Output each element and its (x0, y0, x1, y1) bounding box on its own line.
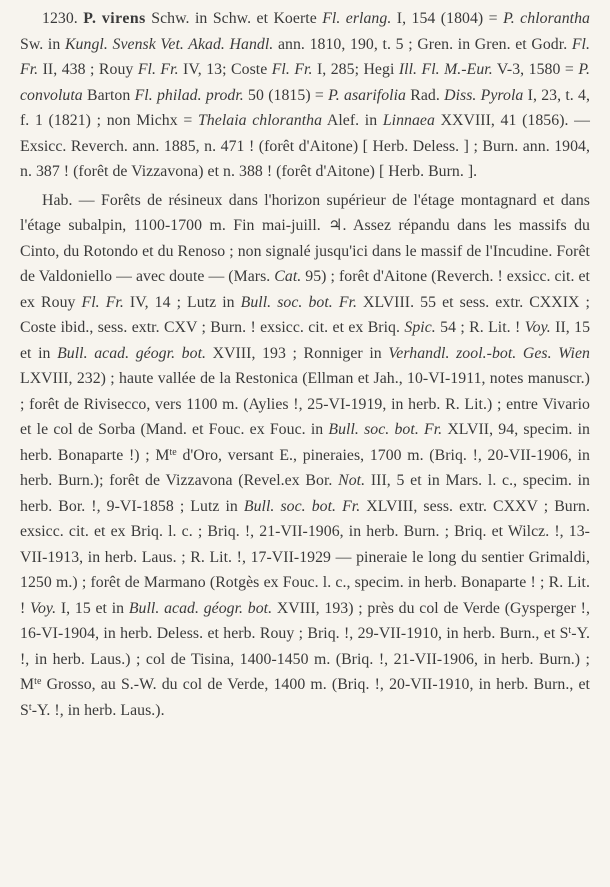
work-title: Not. (338, 472, 366, 489)
citation-text: I, 154 (1804) = (391, 10, 504, 27)
citation-text: Alef. in (322, 112, 383, 129)
work-title: Diss. Pyrola (444, 86, 524, 104)
citation-text: Barton (82, 86, 135, 104)
citation-text: ann. 1810, 190, t. 5 ; Gren. in Gren. et Godr. (273, 35, 572, 53)
work-title: Bull. soc. bot. Fr. (240, 293, 357, 311)
superscript: t (568, 625, 572, 636)
work-title: Fl. Fr. (137, 61, 179, 78)
entry-number: 1230. (42, 10, 78, 27)
synonym-name: P. convoluta (20, 61, 590, 104)
work-title: Voy. (524, 319, 551, 336)
habitat-text: XLVIII, sess. extr. CXXV ; Burn. exsicc. cit. et ex Briq. l. c. ; Briq. !, 21-VII-1906, in herb. Burn. ; Briq. et Wilcz. !, 13-VII-1913, in herb. Laus. ; R. Lit. !, 17-VII-1929 — pineraie le long du sentier Grimaldi, 1250 m.) ; forêt de Marmano (Rotgès ex Fouc. l. c., specim. in herb. Bonaparte ! ; R. Lit. ! (20, 497, 590, 617)
habitat-text: LXVIII, 232) ; haute vallée de la Restonica (Ellman et Jah., 10-VI-1911, notes manuscr.) ; forêt de Rivisecco, vers 1100 m. (Aylies !, 25-VI-1919, in herb. R. Lit.) ; entre Vivario et le col de Sorba (Mand. et Fouc. ex Fouc. in (20, 370, 590, 438)
citation-text: I, 285; Hegi (312, 61, 399, 78)
citation-text: XXVIII, 41 (1856). — Exsicc. Reverch. ann. 1885, n. 471 ! (forêt d'Aitone) [ Herb. Deless. ] ; Burn. ann. 1904, n. 387 ! (forêt de Vizzavona) et n. 388 ! (forêt d'Aitone) [ Herb. Burn. ]. (20, 112, 591, 180)
habitat-text: -Y. !, in herb. Laus.) ; col de Tisina, 1400-1450 m. (Briq. !, 21-VII-1906, in herb. Burn.) ; M (20, 625, 590, 693)
work-title: Kungl. Svensk Vet. Akad. Handl. (64, 35, 274, 53)
citation-text: Sw. in (20, 35, 65, 53)
citation-text: V-3, 1580 = (492, 61, 579, 78)
work-title: Voy. (30, 599, 57, 617)
habitat-text: III, 5 et in Mars. l. c., specim. in herb. Bor. !, 9-VI-1858 ; Lutz in (20, 472, 591, 515)
habitat-text: Hab. — Forêts de résineux dans l'horizon supérieur de l'étage montagnard et dans l'étage subalpin, 1100-1700 m. Fin mai-juill. ♃. Assez répandu dans les massifs du Cinto, du Rotondo et du Renoso ; non signalé jusqu'ici dans le massif de l'Incudine. Forêt de Valdoniello — avec doute — (Mars. (20, 191, 590, 285)
synonym-name: P. chlorantha (503, 10, 591, 27)
habitat-text: Grosso, au S.-W. du col de Verde, 1400 m. (Briq. !, 20-VII-1910, in herb. Burn., et S (20, 676, 590, 719)
document-page (20, 6, 590, 723)
superscript: t (28, 701, 32, 713)
work-title: Bull. acad. géogr. bot. (57, 344, 207, 362)
citation-text: II, 438 ; Rouy (38, 61, 138, 78)
citation-text: Rad. (405, 86, 445, 104)
work-title: Fl. Fr. (81, 293, 124, 311)
work-title: Fl. Fr. (271, 61, 313, 78)
species-entry (20, 6, 590, 185)
habitat-text: XLVII, 94, specim. in herb. Bonaparte !) ; M (20, 421, 590, 464)
synonym-name: Thelaia chlorantha (197, 112, 323, 129)
work-title: Bull. soc. bot. Fr. (328, 421, 443, 438)
habitat-text: XVIII, 193 ; Ronniger in (206, 344, 389, 362)
work-title: Fl. Fr. (20, 35, 590, 78)
genus-abbrev: P. (83, 10, 97, 27)
work-title: Spic. (404, 319, 436, 336)
habitat-text: IV, 14 ; Lutz in (123, 293, 241, 311)
habitat-text: 95) ; forêt d'Aitone (Reverch. ! exsicc. cit. et ex Rouy (20, 268, 590, 311)
citation-text: IV, 13; Coste (178, 61, 272, 78)
habitat-text: d'Oro, versant E., pineraies, 1700 m. (Briq. !, 20-VII-1906, in herb. Burn.); forêt de Vizzavona (Revel.ex Bor. (20, 446, 590, 489)
habitat-text: -Y. !, in herb. Laus.). (31, 701, 165, 719)
work-title: Fl. erlang. (322, 10, 392, 27)
superscript: te (34, 676, 42, 687)
superscript: te (169, 446, 177, 458)
habitat-paragraph (20, 188, 590, 724)
habitat-text: II, 15 et in (20, 319, 591, 362)
work-title: Linnaea (382, 112, 435, 129)
habitat-text: 54 ; R. Lit. ! (435, 319, 525, 336)
habitat-text: XVIII, 193) ; près du col de Verde (Gysperger !, 16-VI-1904, in herb. Deless. et herb. Rouy ; Briq. !, 29-VII-1910, in herb. Burn., et S (20, 599, 590, 642)
work-title: Bull. soc. bot. Fr. (243, 497, 361, 515)
synonym-name: P. asarifolia (328, 86, 406, 104)
species-name: virens (101, 10, 146, 27)
citation-text: Schw. in Schw. et Koerte (145, 10, 323, 27)
citation-text: I, 23, t. 4, f. 1 (1821) ; non Michx = (20, 86, 590, 129)
habitat-text: I, 15 et in (56, 599, 129, 617)
citation-text: 50 (1815) = (243, 86, 329, 104)
work-title: Ill. Fl. M.-Eur. (398, 61, 493, 78)
work-title: Bull. acad. géogr. bot. (128, 599, 273, 617)
work-title: Fl. philad. prodr. (134, 86, 244, 104)
work-title: Verhandl. zool.-bot. Ges. Wien (388, 344, 590, 362)
work-title: Cat. (274, 268, 302, 285)
habitat-text: XLVIII. 55 et sess. extr. CXXIX ; Coste ibid., sess. extr. CXV ; Burn. ! exsicc. cit. et ex Briq. (20, 293, 590, 336)
